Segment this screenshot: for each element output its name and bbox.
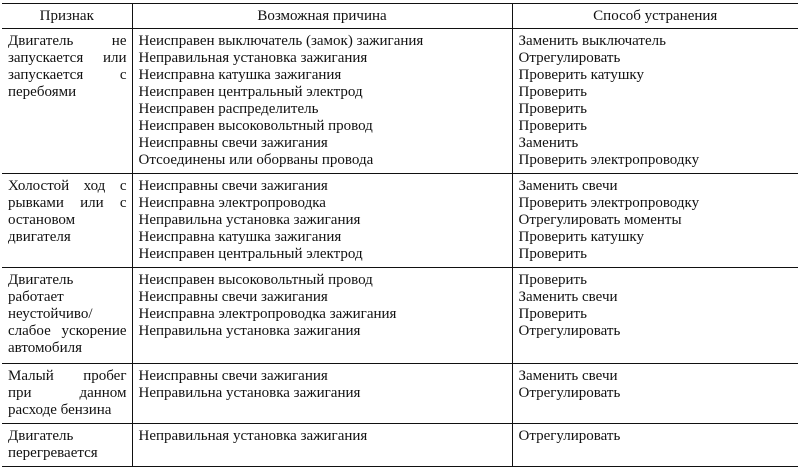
cause-cell xyxy=(132,268,512,364)
remedy-item: Проверить электропроводку xyxy=(518,152,700,168)
remedy-item: Проверить xyxy=(518,246,587,262)
cause-item: Неправильная установка зажигания xyxy=(138,50,368,66)
sign-cell: Малый пробег при данном расходе бензина xyxy=(2,364,132,424)
table-row xyxy=(2,268,798,364)
remedy-item: Проверить xyxy=(518,101,587,117)
remedy-cell xyxy=(512,364,798,424)
cause-item: Неисправны свечи зажигания xyxy=(138,289,328,305)
sign-cell: Двигатель работает неустойчиво/слабое ускорение автомобиля xyxy=(2,268,132,364)
cause-cell xyxy=(132,364,512,424)
sign-cell: Двигатель перегревается xyxy=(2,424,132,467)
remedy-item: Заменить выключатель xyxy=(518,33,666,49)
cause-item: Неисправен выключатель (замок) зажигания xyxy=(138,33,424,49)
remedy-cell xyxy=(512,268,798,364)
cause-item: Неправильна установка зажигания xyxy=(138,385,361,401)
cause-item: Неисправны свечи зажигания xyxy=(138,178,328,194)
cause-item: Неисправна катушка зажигания xyxy=(138,229,342,245)
table-row xyxy=(2,29,798,174)
remedy-item: Отрегулировать xyxy=(518,385,621,401)
cause-item: Неисправен распределитель xyxy=(138,101,319,117)
remedy-cell xyxy=(512,424,798,467)
cause-item: Неправильная установка зажигания xyxy=(138,428,368,444)
cause-cell xyxy=(132,174,512,268)
cause-cell xyxy=(132,424,512,467)
remedy-item: Заменить xyxy=(518,135,579,151)
header-row xyxy=(2,4,798,29)
diagnostics-table xyxy=(2,3,798,467)
cause-item: Неисправна электропроводка xyxy=(138,195,326,211)
cause-item: Неисправна электропроводка зажигания xyxy=(138,306,397,322)
remedy-item: Проверить xyxy=(518,306,587,322)
remedy-item: Заменить свечи xyxy=(518,289,618,305)
header-cause: Возможная причина xyxy=(132,4,512,29)
sign-cell: Холостой ход с рывками или с остановом двигателя xyxy=(2,174,132,268)
cause-item: Неисправны свечи зажигания xyxy=(138,135,328,151)
remedy-item: Проверить катушку xyxy=(518,229,644,245)
header-sign: Признак xyxy=(2,4,132,29)
cause-item: Неправильна установка зажигания xyxy=(138,212,361,228)
remedy-item: Заменить свечи xyxy=(518,178,618,194)
remedy-item: Заменить свечи xyxy=(518,368,618,384)
cause-item: Неисправен центральный электрод xyxy=(138,246,363,262)
table-row xyxy=(2,424,798,467)
cause-item: Неисправна катушка зажигания xyxy=(138,67,342,83)
cause-item: Неисправен высоковольтный провод xyxy=(138,118,373,134)
remedy-item: Отрегулировать xyxy=(518,50,621,66)
remedy-item: Отрегулировать xyxy=(518,323,621,339)
cause-item: Неправильна установка зажигания xyxy=(138,323,361,339)
cause-item: Неисправны свечи зажигания xyxy=(138,368,328,384)
remedy-item: Проверить xyxy=(518,272,587,288)
remedy-item: Проверить катушку xyxy=(518,67,644,83)
remedy-item: Проверить xyxy=(518,84,587,100)
remedy-cell xyxy=(512,29,798,174)
remedy-item: Проверить xyxy=(518,118,587,134)
remedy-item: Проверить электропроводку xyxy=(518,195,700,211)
cause-cell xyxy=(132,29,512,174)
cause-item: Отсоединены или оборваны провода xyxy=(138,152,374,168)
header-remedy: Способ устранения xyxy=(512,4,798,29)
cause-item: Неисправен центральный электрод xyxy=(138,84,363,100)
table-row xyxy=(2,364,798,424)
sign-cell: Двигатель не запускается или запускается с перебоями xyxy=(2,29,132,174)
remedy-item: Отрегулировать xyxy=(518,428,621,444)
cause-item: Неисправен высоковольтный провод xyxy=(138,272,373,288)
table-row xyxy=(2,174,798,268)
remedy-cell xyxy=(512,174,798,268)
remedy-item: Отрегулировать моменты xyxy=(518,212,682,228)
